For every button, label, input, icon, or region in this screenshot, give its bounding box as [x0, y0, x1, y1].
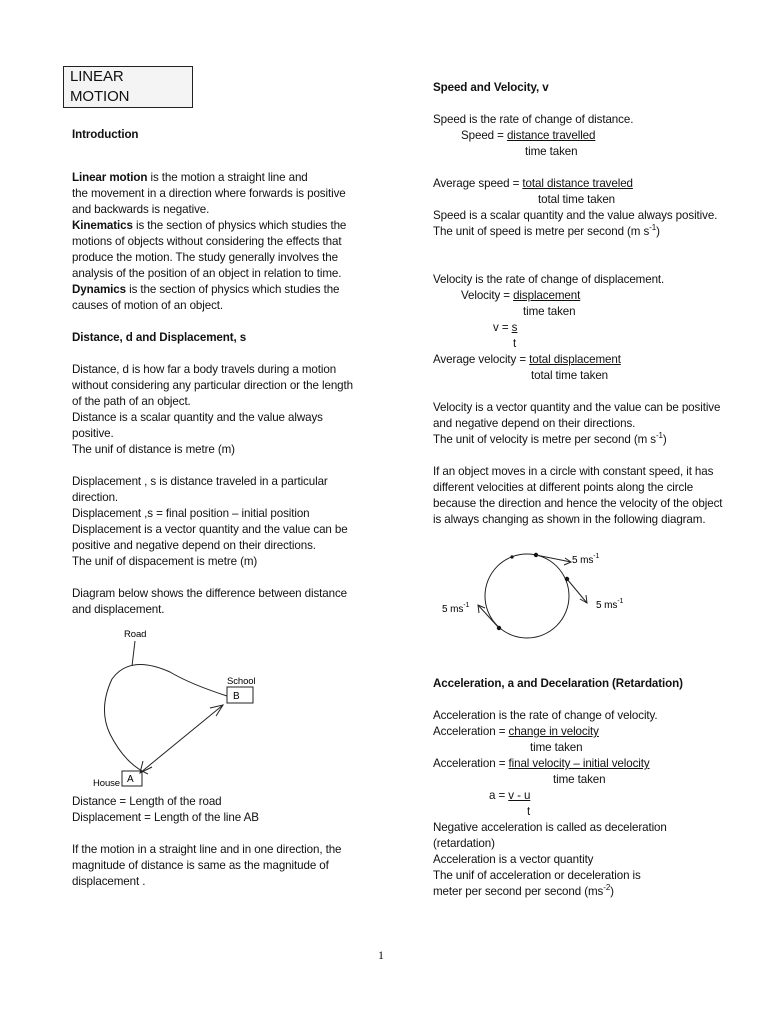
displacement-line: [140, 705, 223, 773]
diagram-intro: [72, 586, 362, 618]
circle-paragraph: [433, 464, 733, 528]
speed-equation: [433, 128, 733, 144]
acceleration-definition: Acceleration is the rate of change of velocity.: [433, 709, 658, 722]
velocity-vector-line2: and negative depend on their directions.: [433, 417, 636, 430]
speed-scalar-text: Speed is a scalar quantity and the value always positive.: [433, 209, 718, 222]
distance-line6: The unif of distance is metre (m): [72, 443, 235, 456]
speed-unit-main: The unit of speed is metre per second (m s: [433, 225, 650, 238]
conclusion-line3: displacement .: [72, 875, 146, 888]
displacement-line2: direction.: [72, 491, 119, 504]
conclusion-line2: magnitude of distance is same as the magnitude of: [72, 859, 329, 872]
linear-motion-term: Linear motion: [72, 171, 148, 184]
distance-paragraph: [72, 362, 362, 458]
accel-unit-sup: -2: [603, 883, 611, 893]
house-label: House: [93, 778, 120, 789]
distance-line4: Distance is a scalar quantity and the value always: [72, 411, 323, 424]
avg-speed-lhs: Average speed =: [433, 177, 523, 190]
speed-eq-numerator: distance travelled: [506, 129, 596, 142]
deceleration-paragraph: [433, 820, 733, 900]
linear-motion-line3: and backwards is negative.: [72, 203, 210, 216]
distance-displacement-heading: Distance, d and Displacement, s: [72, 331, 247, 344]
distance-line5: positive.: [72, 427, 114, 440]
v-eq-lhs: v =: [493, 321, 512, 334]
displacement-line5: positive and negative depend on their directions.: [72, 539, 316, 552]
velocity-eq-lhs: Velocity =: [461, 289, 514, 302]
accel-eq2-denominator: time taken: [553, 773, 606, 786]
decel-line2: (retardation): [433, 837, 495, 850]
velocity-label-top: 5 $ms^{-1}$: [572, 553, 600, 566]
road-pointer-line: [132, 641, 135, 666]
avg-velocity-numerator: total displacement: [529, 353, 621, 366]
speed-definition: Speed is the rate of change of distance.: [433, 113, 634, 126]
linear-motion-line1: is the motion a straight line and: [147, 171, 308, 184]
circle-line2: different velocities at different points along the circle: [433, 481, 694, 494]
distance-equation: Distance = Length of the road: [72, 795, 222, 808]
school-label: School: [227, 676, 256, 687]
left-column: [72, 66, 362, 890]
circle-line3: because the direction and hence the velocity of the object: [433, 497, 723, 510]
linear-motion-line2: the movement in a direction where forwards is positive: [72, 187, 346, 200]
kinematics-line2: motions of objects without considering the effects that: [72, 235, 342, 248]
decel-line1: Negative acceleration is called as deceleration: [433, 821, 667, 834]
diagram-intro-line1: Diagram below shows the difference between distance: [72, 587, 348, 600]
avg-speed-equation: [433, 176, 733, 192]
circle-line4: is always changing as shown in the following diagram.: [433, 513, 706, 526]
acceleration-heading: Acceleration, a and Decelaration (Retardation): [433, 677, 683, 690]
v-eq-numerator: s: [511, 321, 518, 334]
point-b-label: B: [233, 691, 240, 702]
road-label: Road: [124, 629, 147, 640]
introduction-heading: Introduction: [72, 128, 139, 141]
v-eq-denominator: t: [513, 337, 517, 350]
a-eq-denominator: t: [527, 805, 531, 818]
speed-unit-text: [433, 224, 733, 240]
a-eq-lhs: a =: [489, 789, 509, 802]
diagram-intro-line2: and displacement.: [72, 603, 165, 616]
right-column: [433, 80, 733, 900]
page-title: LINEAR MOTION: [63, 66, 193, 108]
velocity-vector-paragraph: [433, 400, 733, 448]
dynamics-line1: is the section of physics which studies the: [125, 283, 340, 296]
circle-line1: If an object moves in a circle with constant speed, it has: [433, 465, 714, 478]
speed-unit-sup: -1: [649, 223, 657, 233]
accel-unit-line1: The unif of acceleration or deceleration is: [433, 869, 641, 882]
velocity-unit-sup: -1: [655, 431, 663, 441]
displacement-paragraph: [72, 474, 362, 570]
velocity-label-left: 5 $ms^{-1}$: [442, 602, 470, 615]
displacement-equation: Displacement = Length of the line AB: [72, 811, 259, 824]
acceleration-equation-2: [433, 756, 733, 772]
road-path: [104, 664, 227, 774]
acceleration-equation: [433, 724, 733, 740]
kinematics-line3: produce the motion. The study generally involves the: [72, 251, 338, 264]
velocity-arrow-left: [478, 605, 499, 628]
dynamics-line2: causes of motion of an object.: [72, 299, 224, 312]
accel-eq2-numerator: final velocity – initial velocity: [508, 757, 650, 770]
page-number: 1: [378, 948, 384, 962]
avg-velocity-equation: [433, 352, 733, 368]
point-top-left: [510, 555, 513, 558]
kinematics-line1: is the section of physics which studies the: [132, 219, 347, 232]
avg-speed-denominator: total time taken: [538, 193, 616, 206]
speed-eq-denominator: time taken: [525, 145, 578, 158]
accel-unit-end: ): [610, 885, 614, 898]
velocity-equation: [433, 288, 733, 304]
motion-circle: [485, 554, 569, 638]
velocity-vector-line1: Velocity is a vector quantity and the value can be positive: [433, 401, 721, 414]
accel-vector-text: Acceleration is a vector quantity: [433, 853, 594, 866]
conclusion-paragraph: [72, 842, 362, 890]
distance-line1: Distance, d is how far a body travels during a motion: [72, 363, 337, 376]
point-a-label: A: [127, 774, 134, 785]
velocity-eq-denominator: time taken: [523, 305, 576, 318]
accel-eq-denominator: time taken: [530, 741, 583, 754]
school-box: [227, 687, 253, 703]
accel-eq-numerator: change in velocity: [508, 725, 599, 738]
displacement-line3: Displacement ,s = final position – initial position: [72, 507, 310, 520]
a-eq-numerator: v - u: [508, 789, 531, 802]
speed-unit-end: ): [656, 225, 660, 238]
speed-velocity-heading: Speed and Velocity, v: [433, 81, 549, 94]
avg-speed-numerator: total distance traveled: [522, 177, 633, 190]
dynamics-term: Dynamics: [72, 283, 126, 296]
kinematics-term: Kinematics: [72, 219, 133, 232]
speed-eq-lhs: Speed =: [461, 129, 507, 142]
displacement-line1: Displacement , s is distance traveled in a particular: [72, 475, 328, 488]
distance-line2: without considering any particular direction or the length: [72, 379, 353, 392]
displacement-line4: Displacement is a vector quantity and the value can be: [72, 523, 348, 536]
displacement-line6: The unif of dispacement is metre (m): [72, 555, 258, 568]
road-diagram: [90, 624, 290, 794]
circular-motion-diagram: [439, 538, 659, 658]
velocity-unit-end: ): [662, 433, 667, 446]
conclusion-line1: If the motion in a straight line and in one direction, the: [72, 843, 342, 856]
accel-unit-line2: meter per second per second (ms: [433, 885, 604, 898]
accel-eq2-lhs: Acceleration =: [433, 757, 509, 770]
avg-velocity-denominator: total time taken: [531, 369, 609, 382]
avg-velocity-lhs: Average velocity =: [433, 353, 530, 366]
linear-motion-paragraph: [72, 170, 362, 314]
distance-line3: of the path of an object.: [72, 395, 191, 408]
v-equation: [433, 320, 733, 336]
velocity-unit-main: The unit of velocity is metre per second (m s: [433, 433, 656, 446]
velocity-definition: Velocity is the rate of change of displacement.: [433, 273, 665, 286]
velocity-eq-numerator: displacement: [513, 289, 581, 302]
accel-eq-lhs: Acceleration =: [433, 725, 509, 738]
velocity-label-right: 5 $ms^{-1}$: [596, 598, 624, 611]
velocity-arrow-right: [567, 579, 587, 603]
kinematics-line4: analysis of the position of an object in relation to time.: [72, 267, 342, 280]
a-equation: [433, 788, 733, 804]
